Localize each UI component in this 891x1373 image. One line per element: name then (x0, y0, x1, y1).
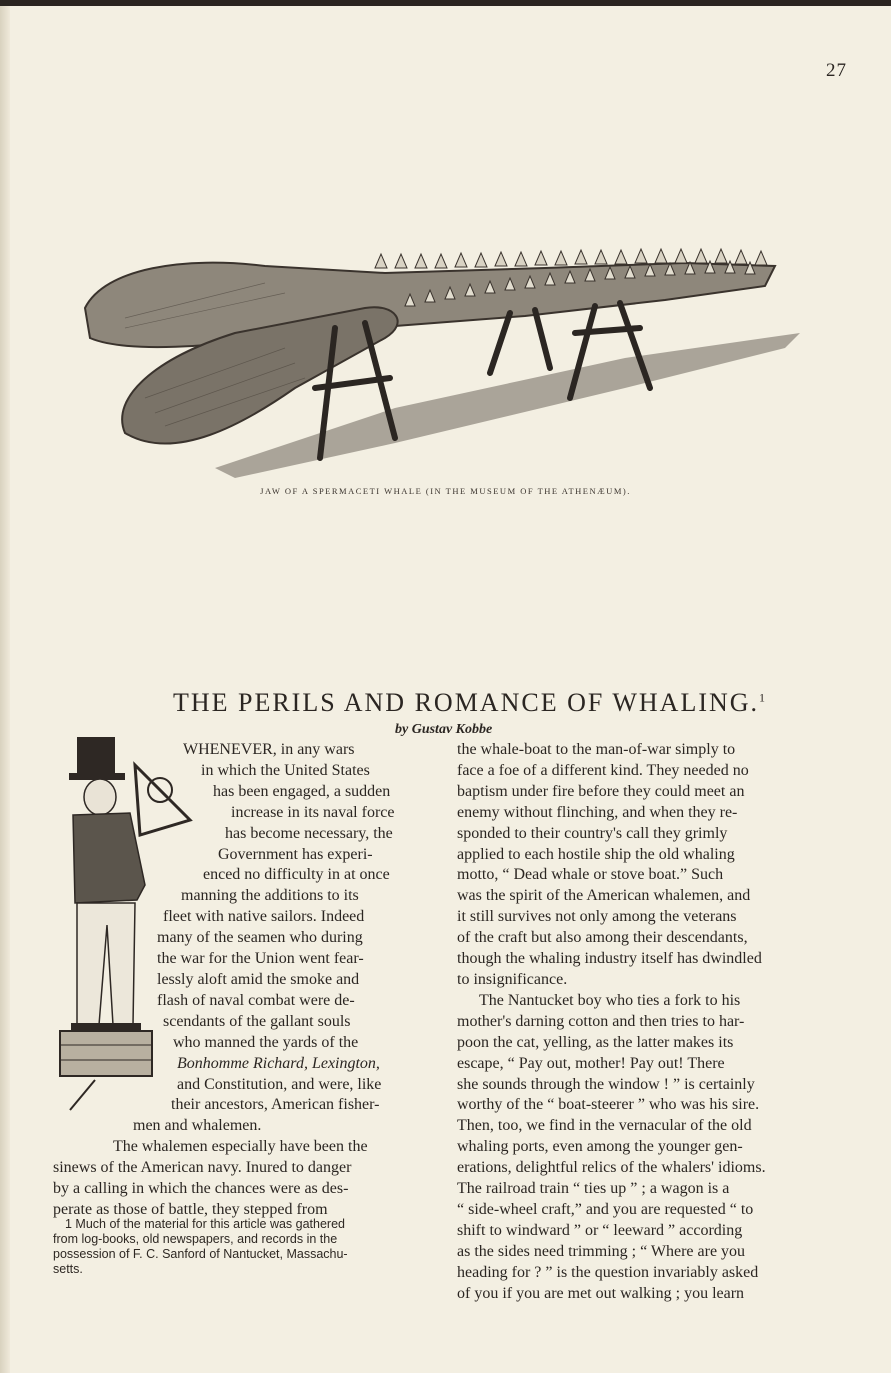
article-byline: by Gustav Kobbe (395, 722, 493, 737)
text-line: manning the additions to its (181, 887, 359, 905)
text-line: and Constitution, and were, like (177, 1075, 382, 1093)
text-line: sinews of the American navy. Inured to danger (53, 1159, 352, 1177)
text-line: increase in its naval force (231, 803, 395, 821)
text-line: has been engaged, a sudden (213, 782, 391, 800)
footnote-line: from log-books, old newspapers, and records in the (53, 1232, 338, 1246)
text-line: “ side-wheel craft,” and you are requested “ to (457, 1200, 754, 1218)
text-line: mother's darning cotton and then tries to har- (457, 1012, 745, 1030)
whale-jaw-illustration (65, 238, 805, 483)
text-line: perate as those of battle, they stepped from (53, 1200, 328, 1218)
article-title-text: THE PERILS AND ROMANCE OF WHALING. (172, 688, 760, 717)
text-line: Bonhomme Richard, Lexington, (177, 1054, 380, 1072)
text-line: scendants of the gallant souls (163, 1012, 351, 1030)
text-line: who manned the yards of the (173, 1033, 359, 1051)
text-line: in which the United States (201, 761, 370, 779)
text-line: motto, “ Dead whale or stove boat.” Such (457, 866, 724, 884)
figure-caption: JAW OF A SPERMACETI WHALE (IN THE MUSEUM OF THE ATHENÆUM). (260, 486, 631, 496)
text-line: was the spirit of the American whalemen, and (457, 887, 751, 905)
right-column (457, 740, 843, 1304)
text-line: The railroad train “ ties up ” ; a wagon is a (457, 1180, 730, 1198)
text-line: erations, delightful relics of the whalers' idioms. (457, 1159, 766, 1177)
text-line: enced no difficulty in at once (203, 866, 390, 884)
text-line: men and whalemen. (133, 1117, 262, 1135)
text-line: has become necessary, the (225, 824, 393, 842)
footnote-mark: 1 (759, 690, 768, 705)
footnote (53, 1217, 443, 1277)
text-line: to insignificance. (457, 970, 568, 988)
text-line: as the sides need trimming ; “ Where are you (457, 1242, 746, 1260)
text-line: poon the cat, yelling, as the latter makes its (457, 1033, 734, 1051)
text-line: WHENEVER, in any wars (183, 741, 355, 758)
text-line: The Nantucket boy who ties a fork to his (479, 991, 741, 1009)
text-line: the whale-boat to the man-of-war simply to (457, 741, 736, 758)
text-line: Government has experi- (218, 845, 373, 863)
text-line: sponded to their country's call they grimly (457, 824, 728, 842)
page-spine (0, 6, 10, 1373)
text-line: baptism under fire before they could meet an (457, 782, 745, 800)
text-line: whaling ports, even among the younger gen- (457, 1138, 743, 1156)
text-line: many of the seamen who during (157, 929, 363, 947)
text-line: The whalemen especially have been the (113, 1138, 368, 1156)
text-line: flash of naval combat were de- (157, 991, 355, 1009)
text-line: she sounds through the window ! ” is certainly (457, 1075, 755, 1093)
text-line: their ancestors, American fisher- (171, 1096, 380, 1114)
text-line: it still survives not only among the veterans (457, 908, 737, 926)
text-line: by a calling in which the chances were as des- (53, 1180, 349, 1198)
text-line: enemy without flinching, and when they re- (457, 803, 738, 821)
text-line: escape, “ Pay out, mother! Pay out! There (457, 1054, 725, 1072)
text-line: face a foe of a different kind. They needed no (457, 761, 749, 779)
text-line: though the whaling industry itself has dwindled (457, 950, 762, 968)
text-line: worthy of the “ boat-steerer ” who was his sire. (457, 1096, 760, 1114)
footnote-line: possession of F. C. Sanford of Nantucket, Massachu- (53, 1247, 348, 1261)
text-line: shift to windward ” or “ leeward ” according (457, 1221, 743, 1239)
text-line: applied to each hostile ship the old whaling (457, 845, 735, 863)
text-line: heading for ? ” is the question invariably asked (457, 1263, 759, 1281)
text-line: fleet with native sailors. Indeed (163, 908, 365, 926)
top-border (0, 0, 891, 6)
text-line: lessly aloft amid the smoke and (157, 970, 360, 988)
text-line: of you if you are met out walking ; you learn (457, 1284, 745, 1302)
footnote-line: setts. (53, 1262, 83, 1276)
page-number: 27 (826, 60, 847, 81)
footnote-line: 1 Much of the material for this article was gathered (65, 1217, 345, 1231)
article-title (60, 688, 880, 718)
text-line: Then, too, we find in the vernacular of the old (457, 1117, 752, 1135)
text-line: the war for the Union went fear- (157, 950, 364, 968)
text-line: of the craft but also among their descendants, (457, 929, 748, 947)
left-column (53, 740, 443, 1221)
